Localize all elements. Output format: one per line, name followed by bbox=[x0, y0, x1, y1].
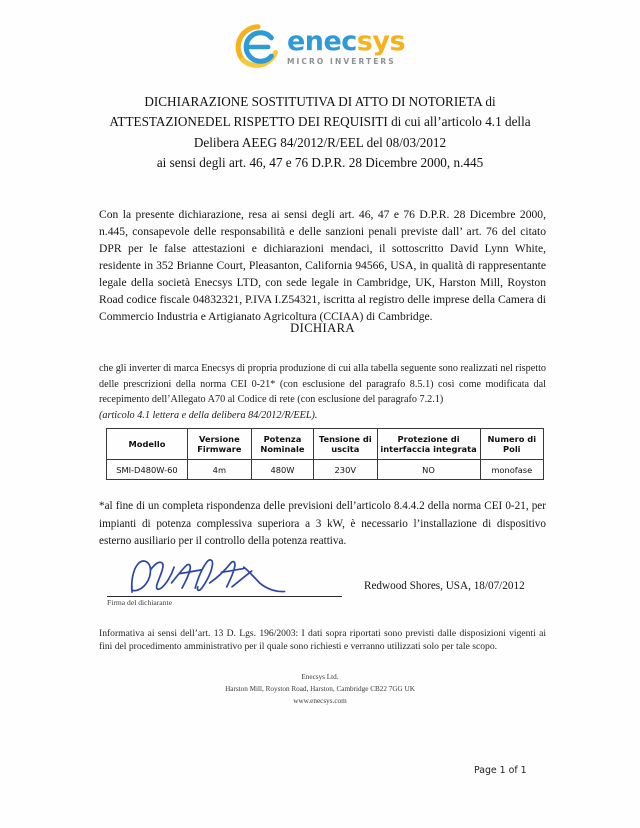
signature-caption: Firma del dichiarante bbox=[107, 598, 172, 607]
logo-wordmark-accent: sys bbox=[356, 26, 406, 58]
logo-tagline: MICRO INVERTERS bbox=[286, 57, 396, 67]
cell-potenza-nominale: 480W bbox=[251, 460, 313, 480]
title-line-2: ATTESTAZIONEDEL RISPETTO DEI REQUISITI di cui all’articolo 4.1 della bbox=[109, 114, 531, 130]
compliance-paragraph-text: che gli inverter di marca Enecsys di propria produzione di cui alla tabella seguente sono realizzati nel rispetto delle prescrizioni della norma CEI 0-21* (con esclusione del paragrafo 8.5.1) così come modificata dal recepimento dell’Allegato A70 al Codice di rete (con esclusione del paragrafo 7.2.1) bbox=[99, 363, 546, 405]
footer-company: Enecsys Ltd. bbox=[301, 673, 339, 681]
col-header-potenza-l1: Potenza bbox=[263, 433, 302, 444]
col-header-tensione-l1: Tensione di bbox=[318, 433, 372, 444]
col-header-protezione-l2: interfaccia integrata bbox=[380, 444, 477, 454]
col-header-numero-poli bbox=[480, 429, 543, 460]
signature-area bbox=[99, 556, 546, 616]
col-header-tensione-uscita bbox=[314, 429, 377, 460]
enecsys-swirl-icon bbox=[235, 24, 281, 70]
col-header-potenza-nominale bbox=[251, 429, 313, 460]
document-title bbox=[60, 92, 580, 174]
table-row bbox=[107, 460, 544, 480]
table-header-row bbox=[107, 429, 544, 460]
footnote-paragraph: *al fine di un completa rispondenza delle previsioni dell’articolo 8.4.4.2 della norma CEI 0-21, per impianti di potenza complessiva superiora a 3 kW, è necessario l’installazione di dispositivo esterno ausiliario per il controllo della potenza reattiva. bbox=[99, 500, 546, 548]
signature-place-date: Redwood Shores, USA, 18/07/2012 bbox=[364, 580, 525, 592]
cell-numero-poli: monofase bbox=[480, 460, 543, 480]
cell-tensione-uscita: 230V bbox=[314, 460, 377, 480]
logo-wordmark bbox=[286, 26, 406, 58]
col-header-potenza-l2: Nominale bbox=[260, 444, 305, 454]
inverter-spec-table bbox=[106, 428, 544, 480]
document-footer bbox=[0, 672, 640, 708]
footer-address: Harston Mill, Royston Road, Harston, Cambridge CB22 7GG UK bbox=[225, 684, 415, 693]
signature-rule bbox=[107, 596, 342, 597]
spec-table-head bbox=[107, 429, 544, 460]
dichiara-heading: DICHIARA bbox=[290, 321, 355, 335]
col-header-numero-l1: Numero di bbox=[487, 433, 537, 444]
logo-inner bbox=[235, 24, 405, 70]
col-header-numero-l2: Poli bbox=[503, 444, 521, 454]
spec-table-body bbox=[107, 460, 544, 480]
footer-website: www.enecsys.com bbox=[293, 696, 347, 705]
col-header-versione-l1: Versione bbox=[199, 433, 240, 444]
col-header-tensione-l2: uscita bbox=[331, 444, 360, 454]
declaration-paragraph: Con la presente dichiarazione, resa ai sensi degli art. 46, 47 e 76 D.P.R. 28 Dicembre 2000, n.445, consapevole delle responsabilità e delle sanzioni penali previste dall’ art. 76 del citato DPR per le false attestazioni e dichiarazioni mendaci, il sottoscritto David Lynn White, residente in 352 Brianne Court, Pleasanton, California 94566, USA, in qualità di rappresentante legale della società Enecsys LTD, con sede legale in Cambridge, UK, Harston Mill, Royston Road codice fiscale 04832321, P.IVA I.Z54321, iscritta al registro delle imprese della Camera di Commercio Industria e Artigianato Agricoltura (CCIAA) di Cambridge. bbox=[99, 208, 546, 324]
cell-protezione-interfaccia: NO bbox=[377, 460, 480, 480]
handwritten-signature bbox=[117, 554, 297, 600]
col-header-modello bbox=[107, 429, 188, 460]
cell-modello: SMI-D480W-60 bbox=[107, 460, 188, 480]
col-header-protezione-interfaccia bbox=[377, 429, 480, 460]
page-number: Page 1 of 1 bbox=[474, 765, 527, 776]
cell-versione-firmware: 4m bbox=[187, 460, 251, 480]
title-line-3: Delibera AEEG 84/2012/R/EEL del 08/03/2012 bbox=[193, 134, 447, 150]
logo-wordmark-primary: enec bbox=[286, 26, 357, 58]
compliance-paragraph bbox=[99, 361, 546, 423]
title-line-1: DICHIARAZIONE SOSTITUTIVA DI ATTO DI NOTORIETA di bbox=[144, 94, 496, 109]
company-logo bbox=[0, 24, 640, 70]
col-header-versione-firmware bbox=[187, 429, 251, 460]
col-header-versione-l2: Firmware bbox=[197, 444, 242, 454]
col-header-modello-l1: Modello bbox=[128, 438, 166, 449]
title-line-4: ai sensi degli art. 46, 47 e 76 D.P.R. 28 Dicembre 2000, n.445 bbox=[156, 155, 484, 171]
col-header-protezione-l1: Protezione di bbox=[397, 433, 460, 444]
privacy-notice: Informativa ai sensi dell’art. 13 D. Lgs. 196/2003: I dati sopra riportati sono previsti dalle disposizioni vigenti ai fini del procedimento amministrativo per il quale sono richiesti e verranno utilizzati solo per tale scopo. bbox=[99, 628, 546, 652]
compliance-paragraph-italic: (articolo 4.1 lettera e della delibera 84/2012/R/EEL). bbox=[99, 409, 318, 421]
logo-wordmark-group bbox=[287, 28, 405, 66]
